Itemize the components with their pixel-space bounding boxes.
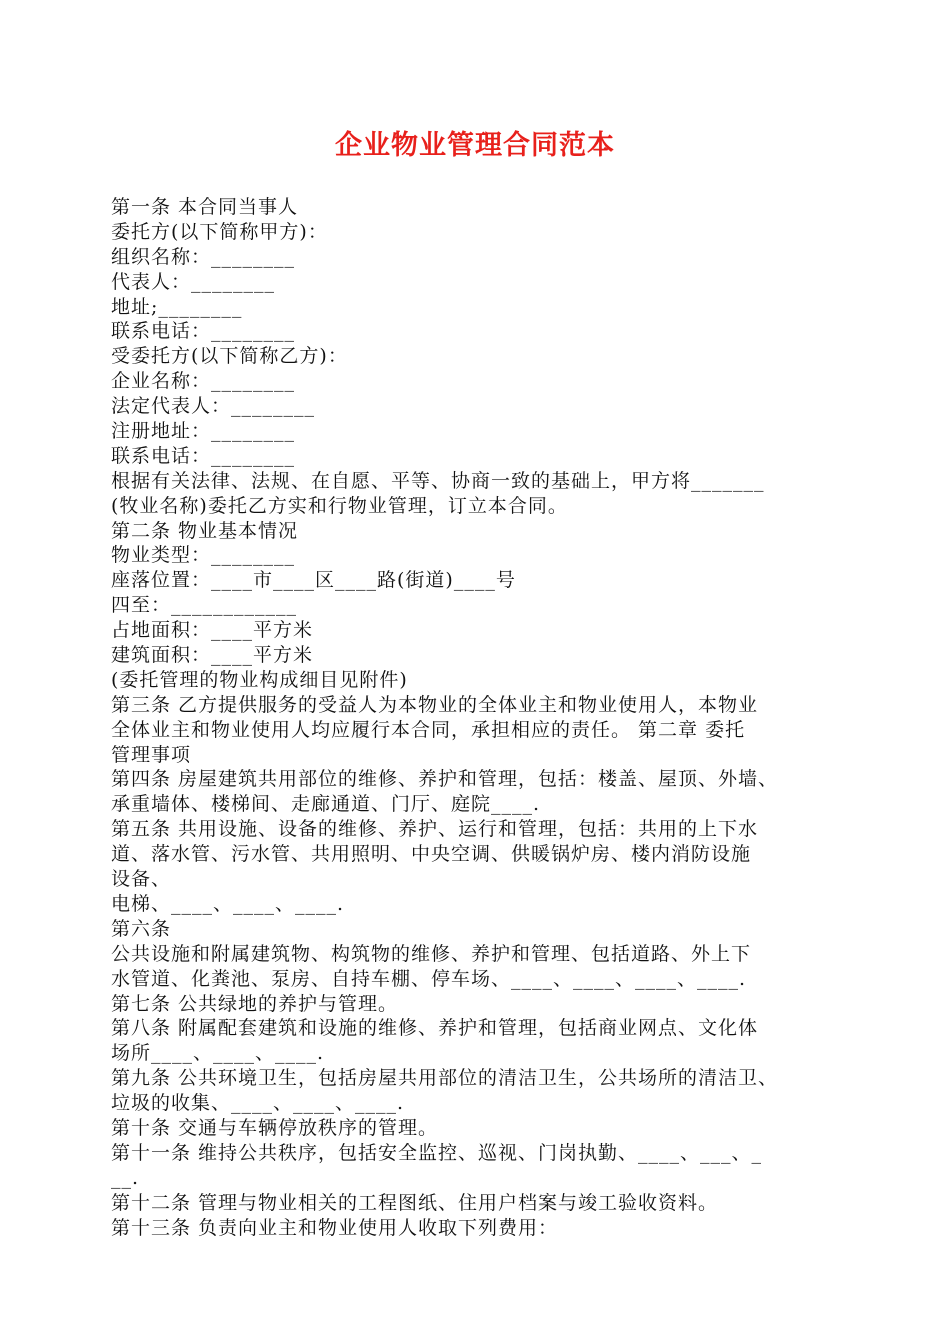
document-line: 第十三条 负责向业主和物业使用人收取下列费用： <box>111 1216 559 1239</box>
document-line: 组织名称：________ <box>111 245 296 268</box>
document-line: 全体业主和物业使用人均应履行本合同，承担相应的责任。 第二章 委托 <box>111 718 746 741</box>
document-line: 场所____、____、____. <box>111 1042 325 1065</box>
document-line: (牧业名称)委托乙方实和行物业管理，订立本合同。 <box>111 494 568 517</box>
document-line: 第九条 公共环境卫生，包括房屋共用部位的清洁卫生，公共场所的清洁卫、 <box>111 1067 779 1090</box>
document-line: 管理事项 <box>111 743 192 766</box>
document-line: 建筑面积：____平方米 <box>111 644 314 667</box>
document-line: 座落位置：____市____区____路(街道)____号 <box>111 569 516 592</box>
document-line: 委托方(以下简称甲方)： <box>111 220 328 243</box>
document-line: 第一条 本合同当事人 <box>111 196 299 218</box>
document-line: 公共设施和附属建筑物、构筑物的维修、养护和管理、包括道路、外上下 <box>111 942 752 965</box>
document-line: 注册地址：________ <box>111 420 296 443</box>
document-line: 电梯、____、____、____. <box>111 892 345 915</box>
document-line: 第十二条 管理与物业相关的工程图纸、住用户档案与竣工验收资料。 <box>111 1191 719 1214</box>
document-line: 占地面积：____平方米 <box>111 619 314 642</box>
document-line: (委托管理的物业构成细目见附件) <box>111 668 408 691</box>
document-line: 四至：____________ <box>111 594 298 617</box>
document-line: 代表人：________ <box>111 270 276 293</box>
document-line: 物业类型：________ <box>111 544 296 567</box>
document-title: 企业物业管理合同范本 <box>335 130 615 161</box>
document-line: 第七条 公共绿地的养护与管理。 <box>111 992 399 1015</box>
document-line: 第三条 乙方提供服务的受益人为本物业的全体业主和物业使用人，本物业 <box>111 693 759 716</box>
document-line: 承重墙体、楼梯间、走廊通道、门厅、庭院____. <box>111 793 541 816</box>
document-line: 设备、 <box>111 868 172 891</box>
document-line: 第二条 物业基本情况 <box>111 519 299 542</box>
document-line: 第十条 交通与车辆停放秩序的管理。 <box>111 1116 439 1139</box>
document-line: 第四条 房屋建筑共用部位的维修、养护和管理，包括：楼盖、屋顶、外墙、 <box>111 768 779 791</box>
document-line: 垃圾的收集、____、____、____. <box>111 1092 405 1115</box>
document-line: 企业名称：________ <box>111 370 296 393</box>
document-line: 第五条 共用设施、设备的维修、养护、运行和管理，包括：共用的上下水 <box>111 818 759 841</box>
document-line: 道、落水管、污水管、共用照明、中央空调、供暖锅炉房、楼内消防设施 <box>111 843 752 866</box>
document-line: 地址;________ <box>111 295 243 318</box>
document-line: 第十一条 维持公共秩序，包括安全监控、巡视、门岗执勤、____、___、_ <box>111 1141 763 1164</box>
document-line: 受委托方(以下简称乙方)： <box>111 345 348 368</box>
document-line: 水管道、化粪池、泵房、自持车棚、停车场、____、____、____、____. <box>111 967 747 990</box>
document-line: 第六条 <box>111 917 172 940</box>
document-body <box>111 195 863 1240</box>
document-line: 联系电话：________ <box>111 320 296 343</box>
document-line: 法定代表人：________ <box>111 395 316 418</box>
document-line: 根据有关法律、法规、在自愿、平等、协商一致的基础上，甲方将_______ <box>111 469 765 492</box>
document-line: 第八条 附属配套建筑和设施的维修、养护和管理，包括商业网点、文化体 <box>111 1017 759 1040</box>
document-line: 联系电话：________ <box>111 444 296 467</box>
document-line: __. <box>111 1166 140 1189</box>
